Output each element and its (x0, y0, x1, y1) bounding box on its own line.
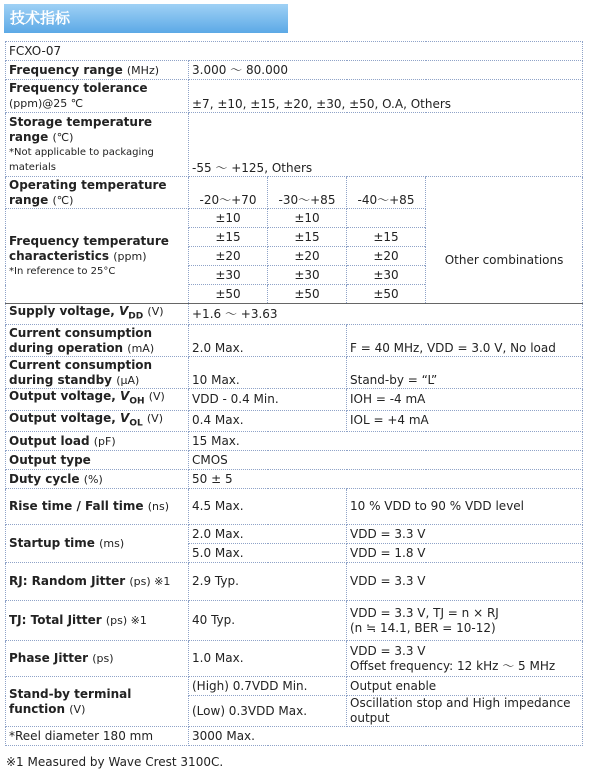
subscript-text: OL (129, 418, 143, 429)
unit-text: (ps) ※1 (105, 614, 147, 628)
ppm-cell: ±20 (189, 247, 268, 266)
condition-cell (347, 601, 583, 641)
label-text: Phase Jitter (9, 651, 89, 666)
label-text: Startup time (9, 536, 95, 551)
condition-line: (n ≒ 14.1, BER = 10-12) (350, 620, 496, 635)
value-cell: 5.0 Max. (189, 544, 347, 563)
unit-text: (V) (146, 411, 163, 425)
blank-cell (426, 177, 583, 304)
condition-cell: 10 % VDD to 90 % VDD level (347, 489, 583, 525)
symbol-text: V (118, 304, 129, 318)
unit-text: (pF) (93, 434, 116, 448)
table-row (6, 80, 583, 113)
value-cell: 2.0 Max. (189, 325, 347, 357)
row-label (6, 177, 189, 209)
row-label (6, 451, 189, 470)
ppm-cell: ±50 (189, 285, 268, 304)
row-label (6, 61, 189, 80)
other-combinations-text: Other combinations (444, 252, 564, 267)
condition-cell: Oscillation stop and High impedance output (347, 696, 583, 727)
ppm-cell: ±10 (189, 209, 268, 228)
unit-text: (μA) (116, 373, 140, 387)
label-text: Rise time / Fall time (9, 499, 144, 514)
condition-cell: Stand-by = “L” (347, 357, 583, 389)
row-label (6, 357, 189, 389)
section-title: 技术指标 (4, 4, 288, 33)
value-cell: 10 Max. (189, 357, 347, 389)
row-label (6, 209, 189, 304)
condition-cell: VDD = 3.3 V (347, 525, 583, 544)
ppm-cell: ±50 (268, 285, 347, 304)
condition-cell: VDD = 1.8 V (347, 544, 583, 563)
ppm-cell: ±15 (347, 228, 426, 247)
label-text: Frequency range (9, 62, 123, 77)
ppm-cell: ±10 (268, 209, 347, 228)
value-cell: 0.4 Max. (189, 410, 347, 431)
row-label (6, 470, 189, 489)
row-label (6, 389, 189, 410)
ppm-cell (347, 209, 426, 228)
label-text: TJ: Total Jitter (9, 613, 102, 628)
spec-table (5, 41, 583, 746)
table-row (6, 325, 583, 357)
unit-text: (℃) (52, 193, 74, 207)
row-label (6, 325, 189, 357)
table-row (6, 525, 583, 544)
condition-line: VDD = 3.3 V (350, 643, 426, 658)
value-cell: 2.9 Typ. (189, 563, 347, 601)
label-text: Stand-by terminal function (9, 686, 132, 716)
unit-text: (V) (148, 390, 165, 404)
label-text: Duty cycle (9, 471, 80, 486)
unit-text: (ppm) (113, 249, 147, 263)
row-label (6, 489, 189, 525)
condition-line: VDD = 3.3 V, TJ = n × RJ (350, 605, 499, 620)
symbol-text: V (120, 410, 130, 425)
value-cell: 15 Max. (189, 432, 583, 451)
value-cell: CMOS (189, 451, 583, 470)
model-name: FCXO-07 (6, 42, 583, 61)
unit-text: (ms) (99, 537, 125, 551)
label-text: RJ: Random Jitter (9, 574, 126, 589)
table-row (6, 42, 583, 61)
unit-text: (ppm)@25 ℃ (9, 97, 84, 110)
label-text: Output voltage, (9, 410, 116, 425)
table-row (6, 389, 583, 410)
label-text: Output load (9, 433, 90, 448)
row-label (6, 80, 189, 113)
ppm-cell: ±20 (347, 247, 426, 266)
value-cell: 2.0 Max. (189, 525, 347, 544)
condition-cell: Output enable (347, 677, 583, 696)
ppm-cell: ±30 (268, 266, 347, 285)
unit-text: (%) (83, 472, 103, 486)
symbol-text: V (120, 389, 130, 404)
unit-text: (ps) ※1 (129, 575, 171, 589)
label-text: Output voltage, (9, 389, 116, 404)
temp-range-col: -20～+70 (189, 177, 268, 209)
row-label: *Reel diameter 180 mm (6, 727, 189, 746)
unit-text: (MHz) (126, 63, 160, 77)
unit-text: (℃) (52, 130, 74, 144)
table-row (6, 61, 583, 80)
value-cell: +1.6 ～ +3.63 (189, 304, 583, 325)
table-row (6, 113, 583, 177)
value-cell: VDD - 0.4 Min. (189, 389, 347, 410)
unit-text: (ns) (147, 500, 170, 514)
label-text: Frequency tolerance (9, 81, 148, 95)
row-label (6, 677, 189, 727)
ppm-cell: ±15 (189, 228, 268, 247)
unit-text: (mA) (127, 341, 155, 355)
condition-cell (347, 641, 583, 677)
row-label (6, 410, 189, 431)
row-label (6, 601, 189, 641)
value-cell: 40 Typ. (189, 601, 347, 641)
value-cell: 4.5 Max. (189, 489, 347, 525)
row-label (6, 432, 189, 451)
table-row (6, 451, 583, 470)
condition-cell: VDD = 3.3 V (347, 563, 583, 601)
value-cell: ±7, ±10, ±15, ±20, ±30, ±50, O.A, Others (189, 80, 583, 113)
table-row (6, 489, 583, 525)
value-cell: 3.000 ～ 80.000 (189, 61, 583, 80)
label-text: Current consumption during operation (9, 325, 153, 355)
temp-range-col: -30～+85 (268, 177, 347, 209)
table-row (6, 304, 583, 325)
table-row (6, 432, 583, 451)
table-row (6, 641, 583, 677)
table-row (6, 601, 583, 641)
label-text: Output type (9, 452, 91, 467)
label-text: Storage temperature range (9, 114, 153, 144)
row-label (6, 525, 189, 563)
ppm-cell: ±20 (268, 247, 347, 266)
row-label (6, 641, 189, 677)
table-row (6, 357, 583, 389)
condition-cell: F = 40 MHz, VDD = 3.0 V, No load (347, 325, 583, 357)
subscript-text: DD (128, 311, 144, 322)
temp-range-col: -40～+85 (347, 177, 426, 209)
value-cell: -55 ～ +125, Others (189, 113, 583, 177)
condition-line: Offset frequency: 12 kHz ～ 5 MHz (350, 658, 556, 673)
table-row (6, 563, 583, 601)
condition-cell: IOL = +4 mA (347, 410, 583, 431)
label-text: Supply voltage, (9, 304, 115, 318)
row-label (6, 563, 189, 601)
label-text: Operating temperature range (9, 177, 167, 207)
table-row (6, 727, 583, 746)
condition-cell: IOH = -4 mA (347, 389, 583, 410)
value-cell: 1.0 Max. (189, 641, 347, 677)
unit-text: (V) (69, 702, 86, 716)
value-cell: 3000 Max. (189, 727, 583, 746)
ppm-cell: ±30 (347, 266, 426, 285)
unit-text: (ps) (92, 652, 114, 666)
ppm-cell: ±30 (189, 266, 268, 285)
label-text: Current consumption during standby (9, 357, 153, 387)
ppm-cell: ±15 (268, 228, 347, 247)
note-text: *In reference to 25°C (9, 265, 116, 277)
ppm-cell: ±50 (347, 285, 426, 304)
value-cell: 50 ± 5 (189, 470, 583, 489)
label-text: Frequency temperature characteristics (9, 233, 169, 263)
value-cell: (High) 0.7VDD Min. (189, 677, 347, 696)
table-row (6, 470, 583, 489)
table-row (6, 410, 583, 431)
note-text: *Not applicable to packaging materials (9, 146, 154, 173)
row-label (6, 304, 189, 325)
table-row (6, 177, 583, 209)
row-label (6, 113, 189, 177)
footnote: ※1 Measured by Wave Crest 3100C. (6, 755, 224, 769)
table-row (6, 677, 583, 696)
subscript-text: OH (129, 396, 145, 407)
unit-text: (V) (147, 305, 164, 318)
value-cell: (Low) 0.3VDD Max. (189, 696, 347, 727)
